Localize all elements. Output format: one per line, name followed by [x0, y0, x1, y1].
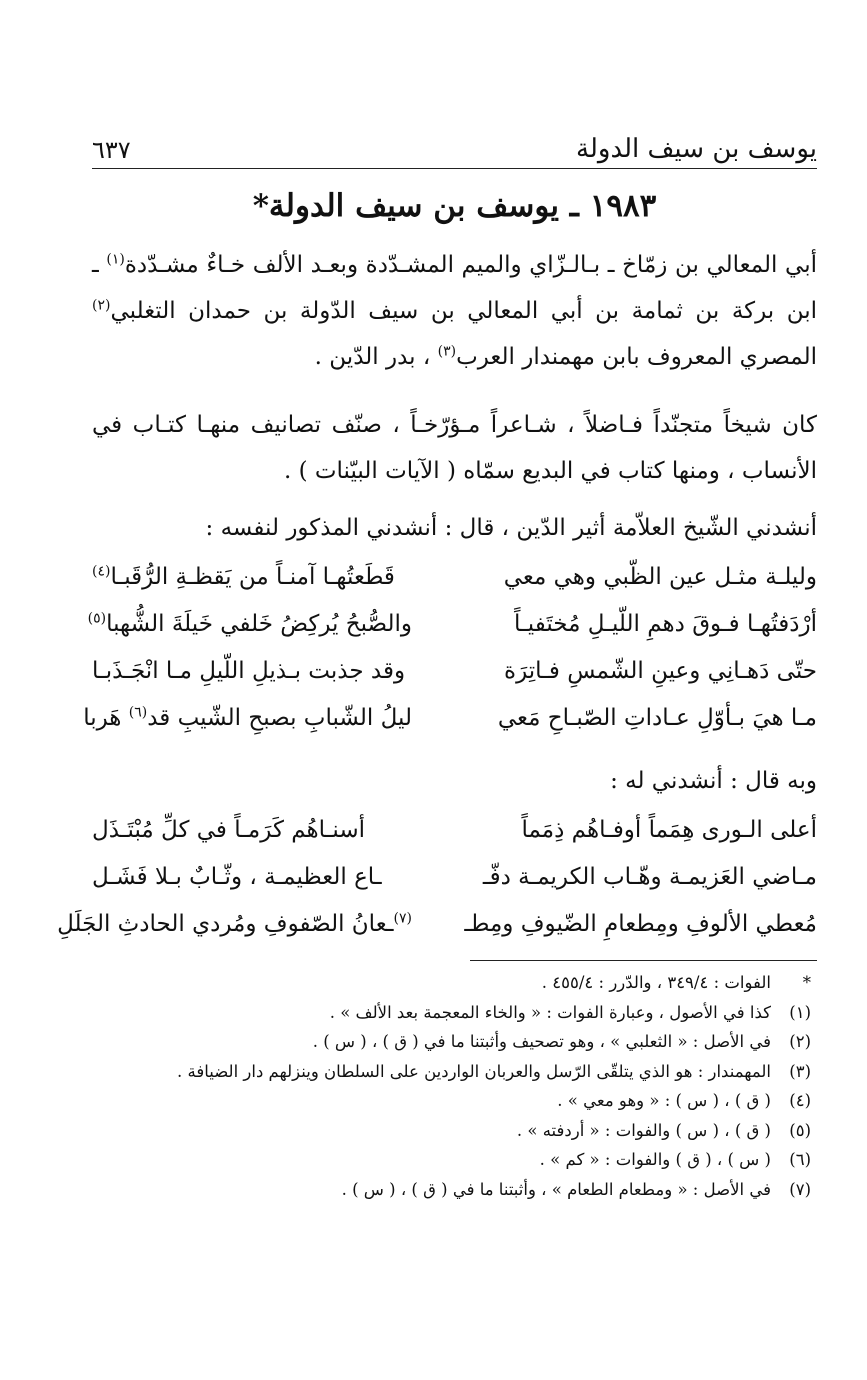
footnotes	[91, 968, 811, 1204]
footnote	[91, 1027, 811, 1057]
description-paragraph: كان شيخاً متجنّداً فـاضلاً ، شـاعراً مـؤرّخـاً ، صنّف تصانيف منهـا كتـاب في الأنساب ، ومنها كتاب في البديع سمّاه ( الآيات البيّنات ) .	[92, 412, 817, 484]
poem-intro: أنشدني الشّيخ العلاّمة أثير الدّين ، قال : أنشدني المذكور لنفسه :	[205, 515, 817, 541]
second-hemistich	[57, 909, 412, 937]
verse	[87, 600, 817, 647]
footnote-ref: (١)	[106, 251, 125, 268]
verse	[92, 806, 817, 853]
second-hemistich	[92, 564, 412, 590]
footnote-text: ( ق ) ، ( س ) والفوات : « أردفته » .	[516, 1120, 771, 1140]
hemistich-text: هَربا	[83, 704, 129, 731]
first-hemistich: أعلى الـورى هِمَماً أوفـاهُم ذِمَماً	[521, 816, 817, 843]
footnote-text: كذا في الأصول ، وعبارة الفوات : « والخاء المعجمة بعد الألف » .	[329, 1002, 771, 1022]
footnote-ref: (٧)	[393, 909, 412, 926]
footnote-text: الفوات : ٣٤٩/٤ ، والدّرر : ٤٥٥/٤ .	[541, 973, 771, 992]
footnote-ref: (٤)	[92, 562, 111, 579]
entry-title: ١٩٨٣ ـ يوسف بن سيف الدولة*	[252, 188, 657, 224]
footnote	[91, 968, 811, 998]
footnote-text: في الأصل : « الثعلبي » ، وهو تصحيف وأثبتنا ما في ( ق ) ، ( س ) .	[312, 1032, 771, 1051]
text-run: أبي المعالي بن زمّاخ ـ بـالـزّاي والميم المشـدّدة وبعـد الألف خـاءٌ مشـدّدة	[124, 252, 817, 278]
text-run: ـ ابن بركة بن ثمامة بن أبي المعالي بن سيف الدّولة بن حمدان التغلبي	[92, 252, 817, 324]
footnote-mark: (١)	[789, 1002, 811, 1022]
footnote-mark: *	[802, 973, 811, 992]
footnote-divider	[470, 960, 817, 961]
footnote-text: المهمندار : هو الذي يتلقّى الرّسل والعربان الواردين على السلطان وينزلهم دار الضيافة .	[177, 1061, 771, 1081]
running-title: يوسف بن سيف الدولة	[576, 134, 817, 164]
footnote-mark: (٤)	[789, 1091, 811, 1110]
verse	[92, 647, 817, 694]
footnote-text: ( س ) ، ( ق ) والفوات : « كم » .	[539, 1150, 771, 1169]
page-number: ٦٣٧	[92, 136, 131, 164]
footnote-mark: (٢)	[789, 1032, 811, 1051]
footnote-mark: (٦)	[789, 1150, 811, 1169]
footnote-ref: (٦)	[128, 703, 148, 720]
hemistich-text: قَطَعتُهـا آمنـاً من يَقظـةِ الرُّقَبـا	[110, 563, 395, 590]
verse	[92, 853, 817, 900]
second-hemistich	[87, 609, 412, 637]
verse	[92, 553, 817, 600]
poem-block	[83, 553, 817, 741]
verse	[57, 900, 817, 947]
footnote-ref: (٢)	[92, 297, 111, 314]
verse	[83, 694, 817, 741]
first-hemistich: أرْدَفتُهـا فـوقَ دهمِ اللّيـلِ مُختَفيـاً	[514, 610, 817, 637]
poem-block	[57, 806, 817, 947]
hemistich-text: والصُّبحُ يُركِضُ خَلفي خَيلَةَ الشُّهبا	[106, 610, 412, 637]
footnote	[91, 1057, 811, 1087]
first-hemistich: مـا هيَ بـأوّلِ عـاداتِ الصّبـاحِ مَعي	[497, 704, 817, 731]
footnote	[91, 1175, 811, 1205]
second-hemistich: ـاع العظيمـة ، وثّـابٌ بـلا فَشَـل	[92, 863, 382, 890]
second-hemistich: أسنـاهُم كَرَمـاً في كلِّ مُبْتَـذَل	[92, 816, 365, 843]
first-hemistich: وليلـة مثـل عين الظّبي وهي معي	[503, 563, 817, 590]
footnote-mark: (٣)	[789, 1061, 811, 1081]
header-divider	[92, 168, 817, 169]
hemistich-text: ليلُ الشّبابِ بصبحِ الشّيبِ قد	[147, 704, 412, 731]
poem-intro: وبه قال : أنشدني له :	[610, 768, 817, 794]
hemistich-text: ـعانُ الصّفوفِ ومُردي الحادثِ الجَلَلِ	[57, 910, 394, 937]
second-hemistich: وقد جذبت بـذيلِ اللّيلِ مـا انْجَـذَبـا	[92, 657, 406, 684]
footnote	[91, 1116, 811, 1146]
second-hemistich	[83, 703, 412, 731]
running-header	[92, 128, 817, 164]
text-run: المصري المعروف بابن مهمندار العرب	[456, 344, 817, 370]
footnote-text: ( ق ) ، ( س ) : « وهو معي » .	[557, 1091, 771, 1110]
first-hemistich: مـاضي العَزيمـة وهّـاب الكريمـة دفّـ	[482, 863, 817, 890]
footnote-mark: (٧)	[789, 1179, 811, 1199]
footnote-ref: (٥)	[87, 609, 107, 626]
footnote-mark: (٥)	[789, 1120, 811, 1140]
footnote	[91, 1145, 811, 1175]
text-run: ، بدر الدّين .	[314, 344, 438, 370]
footnote-ref: (٣)	[437, 343, 457, 360]
biography-paragraph	[92, 242, 817, 380]
first-hemistich: مُعطي الألوفِ ومِطعامِ الضّيوفِ ومِطـ	[464, 910, 817, 937]
footnote-text: في الأصل : « ومطعام الطعام » ، وأثبتنا ما في ( ق ) ، ( س ) .	[341, 1179, 771, 1199]
first-hemistich: حتّى دَهـانِي وعينِ الشّمسِ فـاتِرَة	[504, 657, 817, 684]
footnote	[91, 1086, 811, 1116]
footnote	[91, 998, 811, 1028]
